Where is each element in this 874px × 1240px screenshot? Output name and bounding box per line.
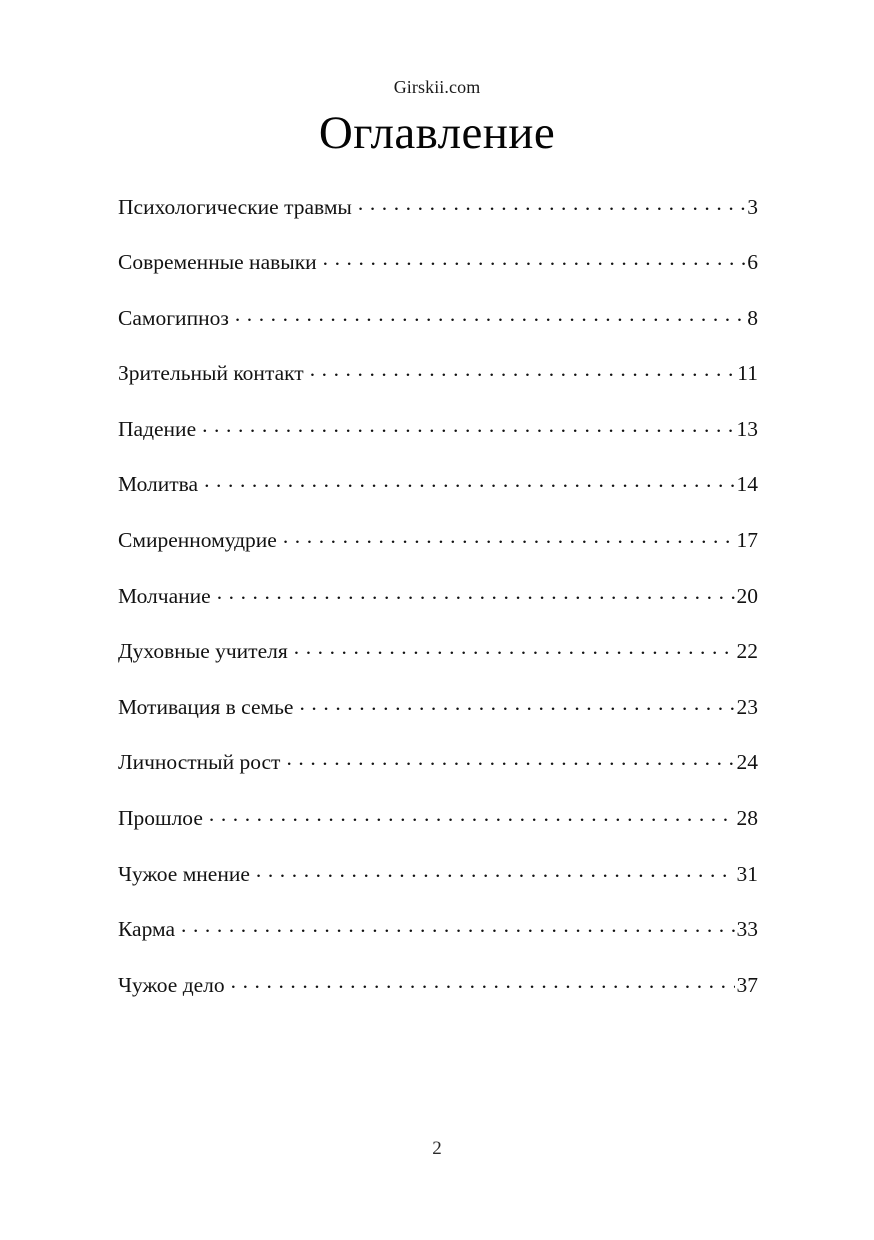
toc-entry-page-number: 17 [736,528,758,553]
toc-entry-page-number: 24 [736,750,758,775]
toc-entry-page-number: 28 [736,806,758,831]
toc-entry-label: Духовные учителя [118,639,288,664]
toc-dot-leader [294,637,735,659]
toc-dot-leader [323,248,746,270]
toc-dot-leader [299,692,734,714]
toc-entry-page-number: 22 [736,639,758,664]
page-title: Оглавление [318,107,556,159]
toc-dot-leader [283,526,735,548]
toc-entry[interactable] [118,748,758,804]
toc-entry-page-number: 3 [747,194,758,219]
toc-entry[interactable] [118,859,758,915]
toc-entry-label: Самогипноз [118,305,229,330]
toc-entry-label: Карма [118,917,176,942]
toc-entry[interactable] [118,248,758,304]
toc-dot-leader [256,859,735,881]
toc-entry-label: Мотивация в семье [118,694,294,719]
toc-dot-leader [202,414,734,436]
toc-entry[interactable] [118,637,758,693]
toc-entry-label: Чужое дело [118,972,225,997]
toc-entry[interactable] [118,581,758,637]
toc-entry[interactable] [118,692,758,748]
toc-dot-leader [209,804,735,826]
toc-entry-page-number: 37 [736,972,758,997]
toc-dot-leader [286,748,734,770]
toc-entry-label: Психологические травмы [118,194,352,219]
toc-entry-label: Современные навыки [118,250,317,275]
toc-entry-page-number: 20 [736,583,758,608]
toc-entry-label: Личностный рост [118,750,281,775]
toc-entry-page-number: 33 [736,917,758,942]
toc-entry-label: Молчание [118,583,211,608]
page-number: 2 [432,1138,442,1159]
toc-entry-page-number: 14 [736,472,758,497]
toc-entry-page-number: 11 [737,361,758,386]
toc-entry-page-number: 31 [736,861,758,886]
toc-entry-page-number: 23 [736,694,758,719]
toc-entry-label: Падение [118,416,197,441]
toc-entry[interactable] [118,414,758,470]
toc-entry[interactable] [118,192,758,248]
toc-entry-label: Зрительный контакт [118,361,304,386]
toc-dot-leader [181,915,734,937]
toc-entry[interactable] [118,303,758,359]
toc-entry-label: Молитва [118,472,199,497]
toc-entry-page-number: 6 [747,250,758,275]
toc-entry-label: Прошлое [118,806,203,831]
toc-entry[interactable] [118,359,758,415]
toc-entry-label: Чужое мнение [118,861,250,886]
toc-entry[interactable] [118,970,758,1026]
toc-entry[interactable] [118,804,758,860]
toc-entry[interactable] [118,526,758,582]
toc-entry[interactable] [118,915,758,971]
toc-dot-leader [358,192,745,214]
toc-dot-leader [235,303,745,325]
toc-dot-leader [204,470,734,492]
toc-dot-leader [231,970,735,992]
toc-entry-page-number: 8 [747,305,758,330]
toc-entry-page-number: 13 [736,416,758,441]
toc-entry[interactable] [118,470,758,526]
table-of-contents [118,192,758,1026]
site-header: Girskii.com [393,77,481,97]
toc-dot-leader [217,581,735,603]
toc-dot-leader [310,359,736,381]
toc-entry-label: Смиренномудрие [118,528,277,553]
